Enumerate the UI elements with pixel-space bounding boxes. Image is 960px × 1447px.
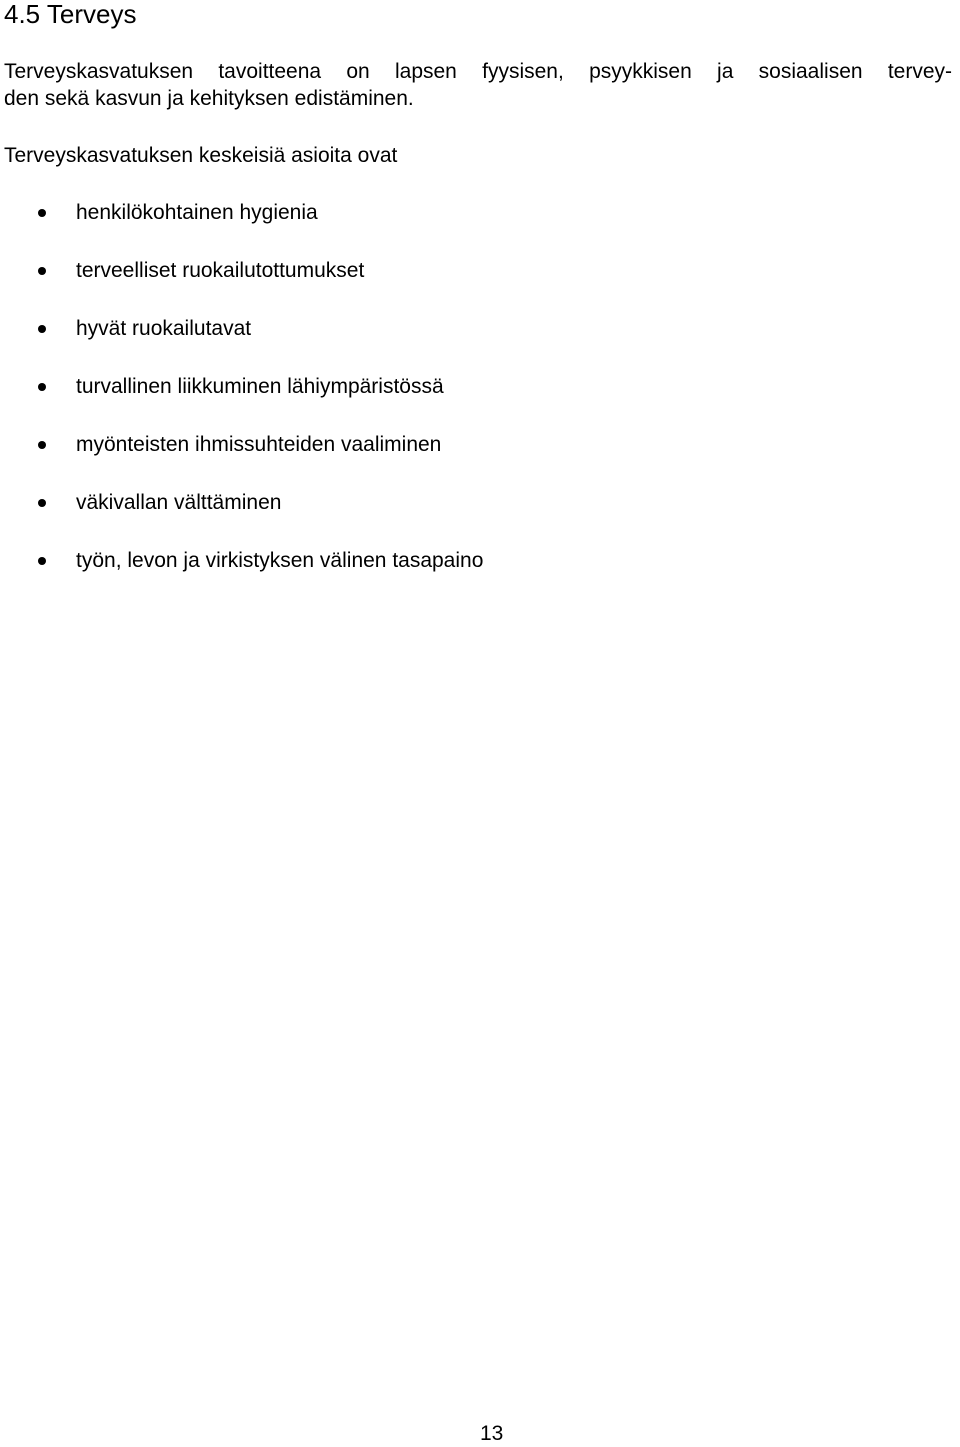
page-number: 13 (480, 1422, 504, 1445)
list-item-text: väkivallan välttäminen (76, 491, 282, 514)
bullet-icon (38, 383, 46, 391)
bullet-icon (38, 325, 46, 333)
intro-line-2: den sekä kasvun ja kehityksen edistäminen. (4, 87, 414, 110)
list-item-text: työn, levon ja virkistyksen välinen tasapaino (76, 549, 484, 572)
lead-paragraph: Terveyskasvatuksen keskeisiä asioita ovat (4, 144, 398, 167)
bullet-icon (38, 557, 46, 565)
list-item-text: terveelliset ruokailutottumukset (76, 259, 365, 282)
bullet-icon (38, 209, 46, 217)
bullet-icon (38, 499, 46, 507)
list-item-text: myönteisten ihmissuhteiden vaaliminen (76, 433, 442, 456)
list-item-text: hyvät ruokailutavat (76, 317, 252, 340)
bullet-icon (38, 267, 46, 275)
bullet-icon (38, 441, 46, 449)
list-item-text: turvallinen liikkuminen lähiympäristössä (76, 375, 444, 398)
section-heading: 4.5 Terveys (4, 0, 137, 29)
intro-paragraph (4, 58, 952, 112)
list-item-text: henkilökohtainen hygienia (76, 201, 318, 224)
intro-line-1: Terveyskasvatuksen tavoitteena on lapsen fyysisen, psyykkisen ja sosiaalisen tervey- (4, 60, 952, 83)
